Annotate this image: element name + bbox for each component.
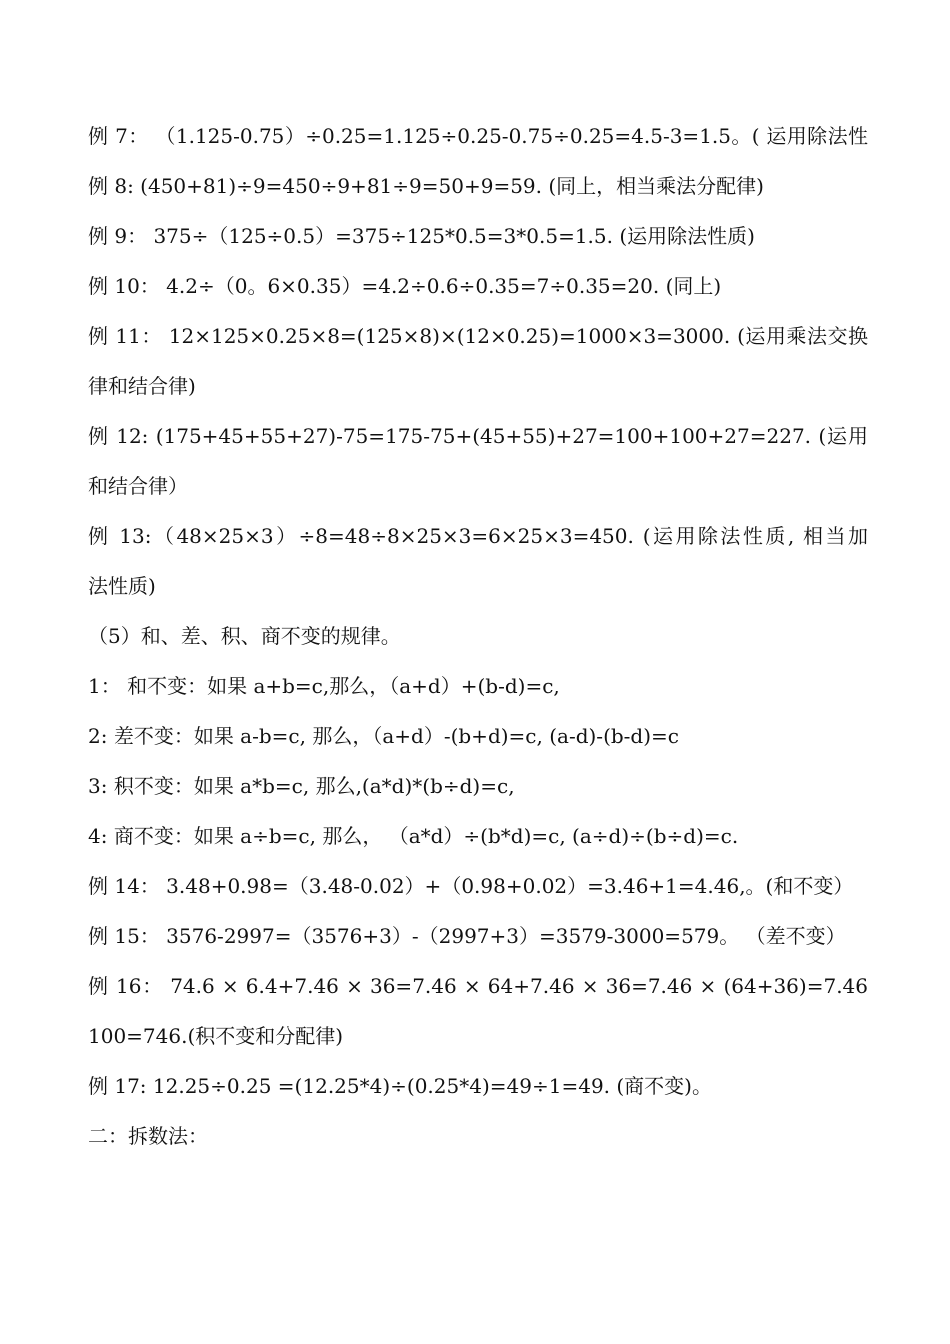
example-14-line: 例 14： 3.48+0.98=（3.48-0.02）+（0.98+0.02）=3.46+1=4.46,。(和不变） [88,874,854,898]
example-8-line: 例 8: (450+81)÷9=450÷9+81÷9=50+9=59. (同上，相当乘法分配律) [88,174,764,198]
rule-1-line: 1： 和不变：如果 a+b=c,那么，（a+d）+(b-d)=c, [88,674,560,698]
example-13-line: 例 13:（48×25×3）÷8=48÷8×25×3=6×25×3=450. (运用除法性质, 相当加 [88,524,868,548]
section-2-heading: 二：拆数法： [88,1124,208,1148]
example-12-continuation: 和结合律） [88,474,188,498]
example-10-line: 例 10： 4.2÷（0。6×0.35）=4.2÷0.6÷0.35=7÷0.35=20. (同上) [88,274,722,298]
example-11-line: 例 11： 12×125×0.25×8=(125×8)×(12×0.25)=1000×3=3000. (运用乘法交换 [88,324,868,348]
rule-3-line: 3: 积不变：如果 a*b=c, 那么,(a*d)*(b÷d)=c, [88,774,515,798]
example-11-continuation: 律和结合律) [88,374,196,398]
example-16-continuation: 100=746.(积不变和分配律) [88,1024,344,1048]
example-7-line: 例 7： （1.125-0.75）÷0.25=1.125÷0.25-0.75÷0.25=4.5-3=1.5。( 运用除法性 [88,124,868,148]
example-12-line: 例 12: (175+45+55+27)-75=175-75+(45+55)+27=100+100+27=227. (运用 [88,424,868,448]
example-17-line: 例 17: 12.25÷0.25 =(12.25*4)÷(0.25*4)=49÷1=49. (商不变)。 [88,1074,712,1098]
example-15-line: 例 15： 3576-2997=（3576+3）-（2997+3）=3579-3000=579。 （差不变） [88,924,846,948]
example-13-continuation: 法性质) [88,574,156,598]
rule-4-line: 4: 商不变：如果 a÷b=c, 那么， （a*d）÷(b*d)=c, (a÷d)÷(b÷d)=c. [88,824,739,848]
rule-2-line: 2: 差不变：如果 a-b=c, 那么，（a+d）-(b+d)=c, (a-d)-(b-d)=c [88,724,679,748]
example-16-line: 例 16： 74.6 × 6.4+7.46 × 36=7.46 × 64+7.46 × 36=7.46 × (64+36)=7.46 [88,974,868,998]
example-9-line: 例 9： 375÷（125÷0.5）=375÷125*0.5=3*0.5=1.5. (运用除法性质) [88,224,755,248]
document-body [88,111,868,1161]
section-5-heading: （5）和、差、积、商不变的规律。 [88,624,401,648]
